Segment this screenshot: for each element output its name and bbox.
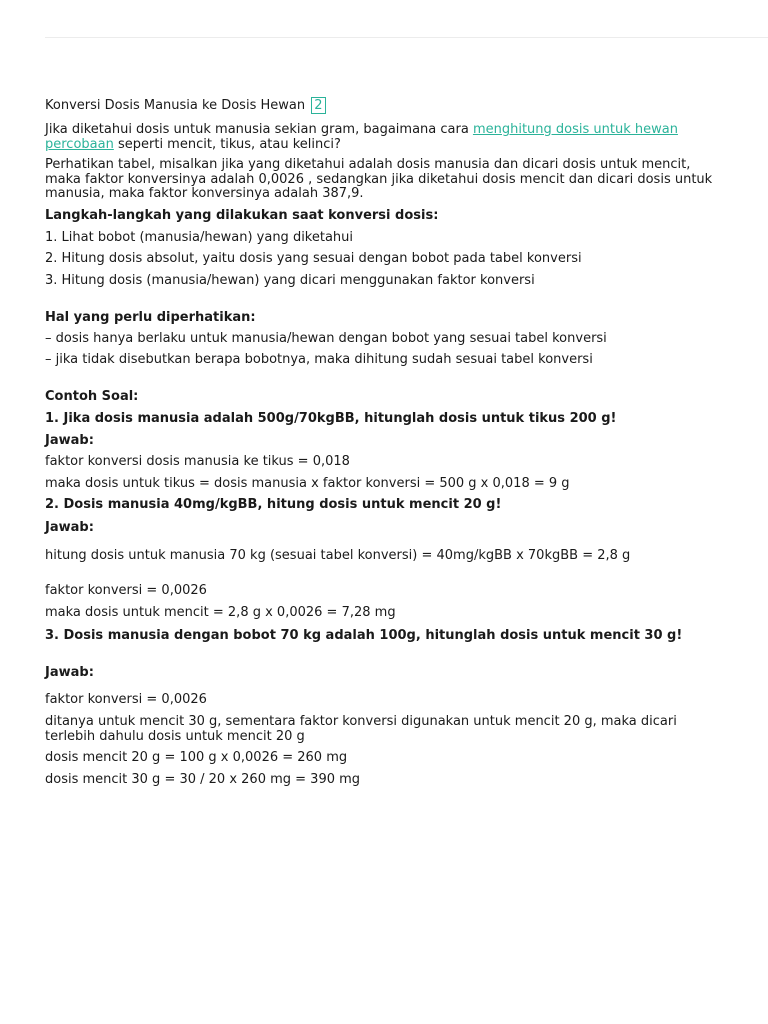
answer-line: ditanya untuk mencit 30 g, sementara faktor konversi digunakan untuk mencit 20 g, maka dicari terlebih dahulu dosis untuk mencit 20 g bbox=[45, 714, 677, 744]
step-item: 2. Hitung dosis absolut, yaitu dosis yang sesuai dengan bobot pada tabel konversi bbox=[45, 251, 582, 266]
answer-line: faktor konversi = 0,0026 bbox=[45, 583, 207, 598]
answer-3-label: Jawab: bbox=[45, 665, 94, 680]
dose-calculation-link[interactable]: menghitung dosis untuk hewan percobaan bbox=[45, 122, 678, 152]
answer-line: hitung dosis untuk manusia 70 kg (sesuai tabel konversi) = 40mg/kgBB x 70kgBB = 2,8 g bbox=[45, 548, 631, 563]
answer-line: faktor konversi = 0,0026 bbox=[45, 692, 207, 707]
note-item: – dosis hanya berlaku untuk manusia/hewan dengan bobot yang sesuai tabel konversi bbox=[45, 331, 607, 346]
intro-text-end: seperti mencit, tikus, atau kelinci? bbox=[113, 136, 341, 152]
question-3: 3. Dosis manusia dengan bobot 70 kg adalah 100g, hitunglah dosis untuk mencit 30 g! bbox=[45, 628, 683, 643]
reference-link[interactable]: 2 bbox=[311, 97, 325, 114]
question-1: 1. Jika dosis manusia adalah 500g/70kgBB, hitunglah dosis untuk tikus 200 g! bbox=[45, 411, 617, 426]
answer-line: dosis mencit 30 g = 30 / 20 x 260 mg = 390 mg bbox=[45, 772, 361, 787]
note-item: – jika tidak disebutkan berapa bobotnya, maka dihitung sudah sesuai tabel konversi bbox=[45, 352, 593, 367]
notes-heading: Hal yang perlu diperhatikan: bbox=[45, 310, 256, 325]
answer-line: faktor konversi dosis manusia ke tikus = 0,018 bbox=[45, 454, 350, 469]
answer-line: maka dosis untuk tikus = dosis manusia x faktor konversi = 500 g x 0,018 = 9 g bbox=[45, 476, 570, 491]
step-item: 3. Hitung dosis (manusia/hewan) yang dicari menggunakan faktor konversi bbox=[45, 273, 535, 288]
steps-heading: Langkah-langkah yang dilakukan saat konversi dosis: bbox=[45, 208, 439, 223]
answer-2-label: Jawab: bbox=[45, 520, 94, 535]
title-text: Konversi Dosis Manusia ke Dosis Hewan bbox=[45, 98, 306, 113]
answer-line: dosis mencit 20 g = 100 g x 0,0026 = 260 mg bbox=[45, 750, 348, 765]
answer-line: maka dosis untuk mencit = 2,8 g x 0,0026 = 7,28 mg bbox=[45, 605, 396, 620]
question-2: 2. Dosis manusia 40mg/kgBB, hitung dosis untuk mencit 20 g! bbox=[45, 497, 502, 512]
intro-text: Jika diketahui dosis untuk manusia sekian gram, bagaimana cara bbox=[45, 122, 473, 137]
top-divider bbox=[45, 37, 768, 38]
step-item: 1. Lihat bobot (manusia/hewan) yang diketahui bbox=[45, 230, 354, 245]
examples-heading: Contoh Soal: bbox=[45, 389, 139, 404]
answer-1-label: Jawab: bbox=[45, 433, 94, 448]
conversion-paragraph: Perhatikan tabel, misalkan jika yang diketahui adalah dosis manusia dan dicari dosis untuk mencit, maka faktor konversinya adalah 0,0026 , sedangkan jika diketahui dosis mencit dan dicari dosis untuk manusia, maka faktor konversinya adalah 387,9. bbox=[45, 157, 713, 201]
doc-title bbox=[45, 97, 326, 114]
intro-paragraph bbox=[45, 123, 721, 152]
